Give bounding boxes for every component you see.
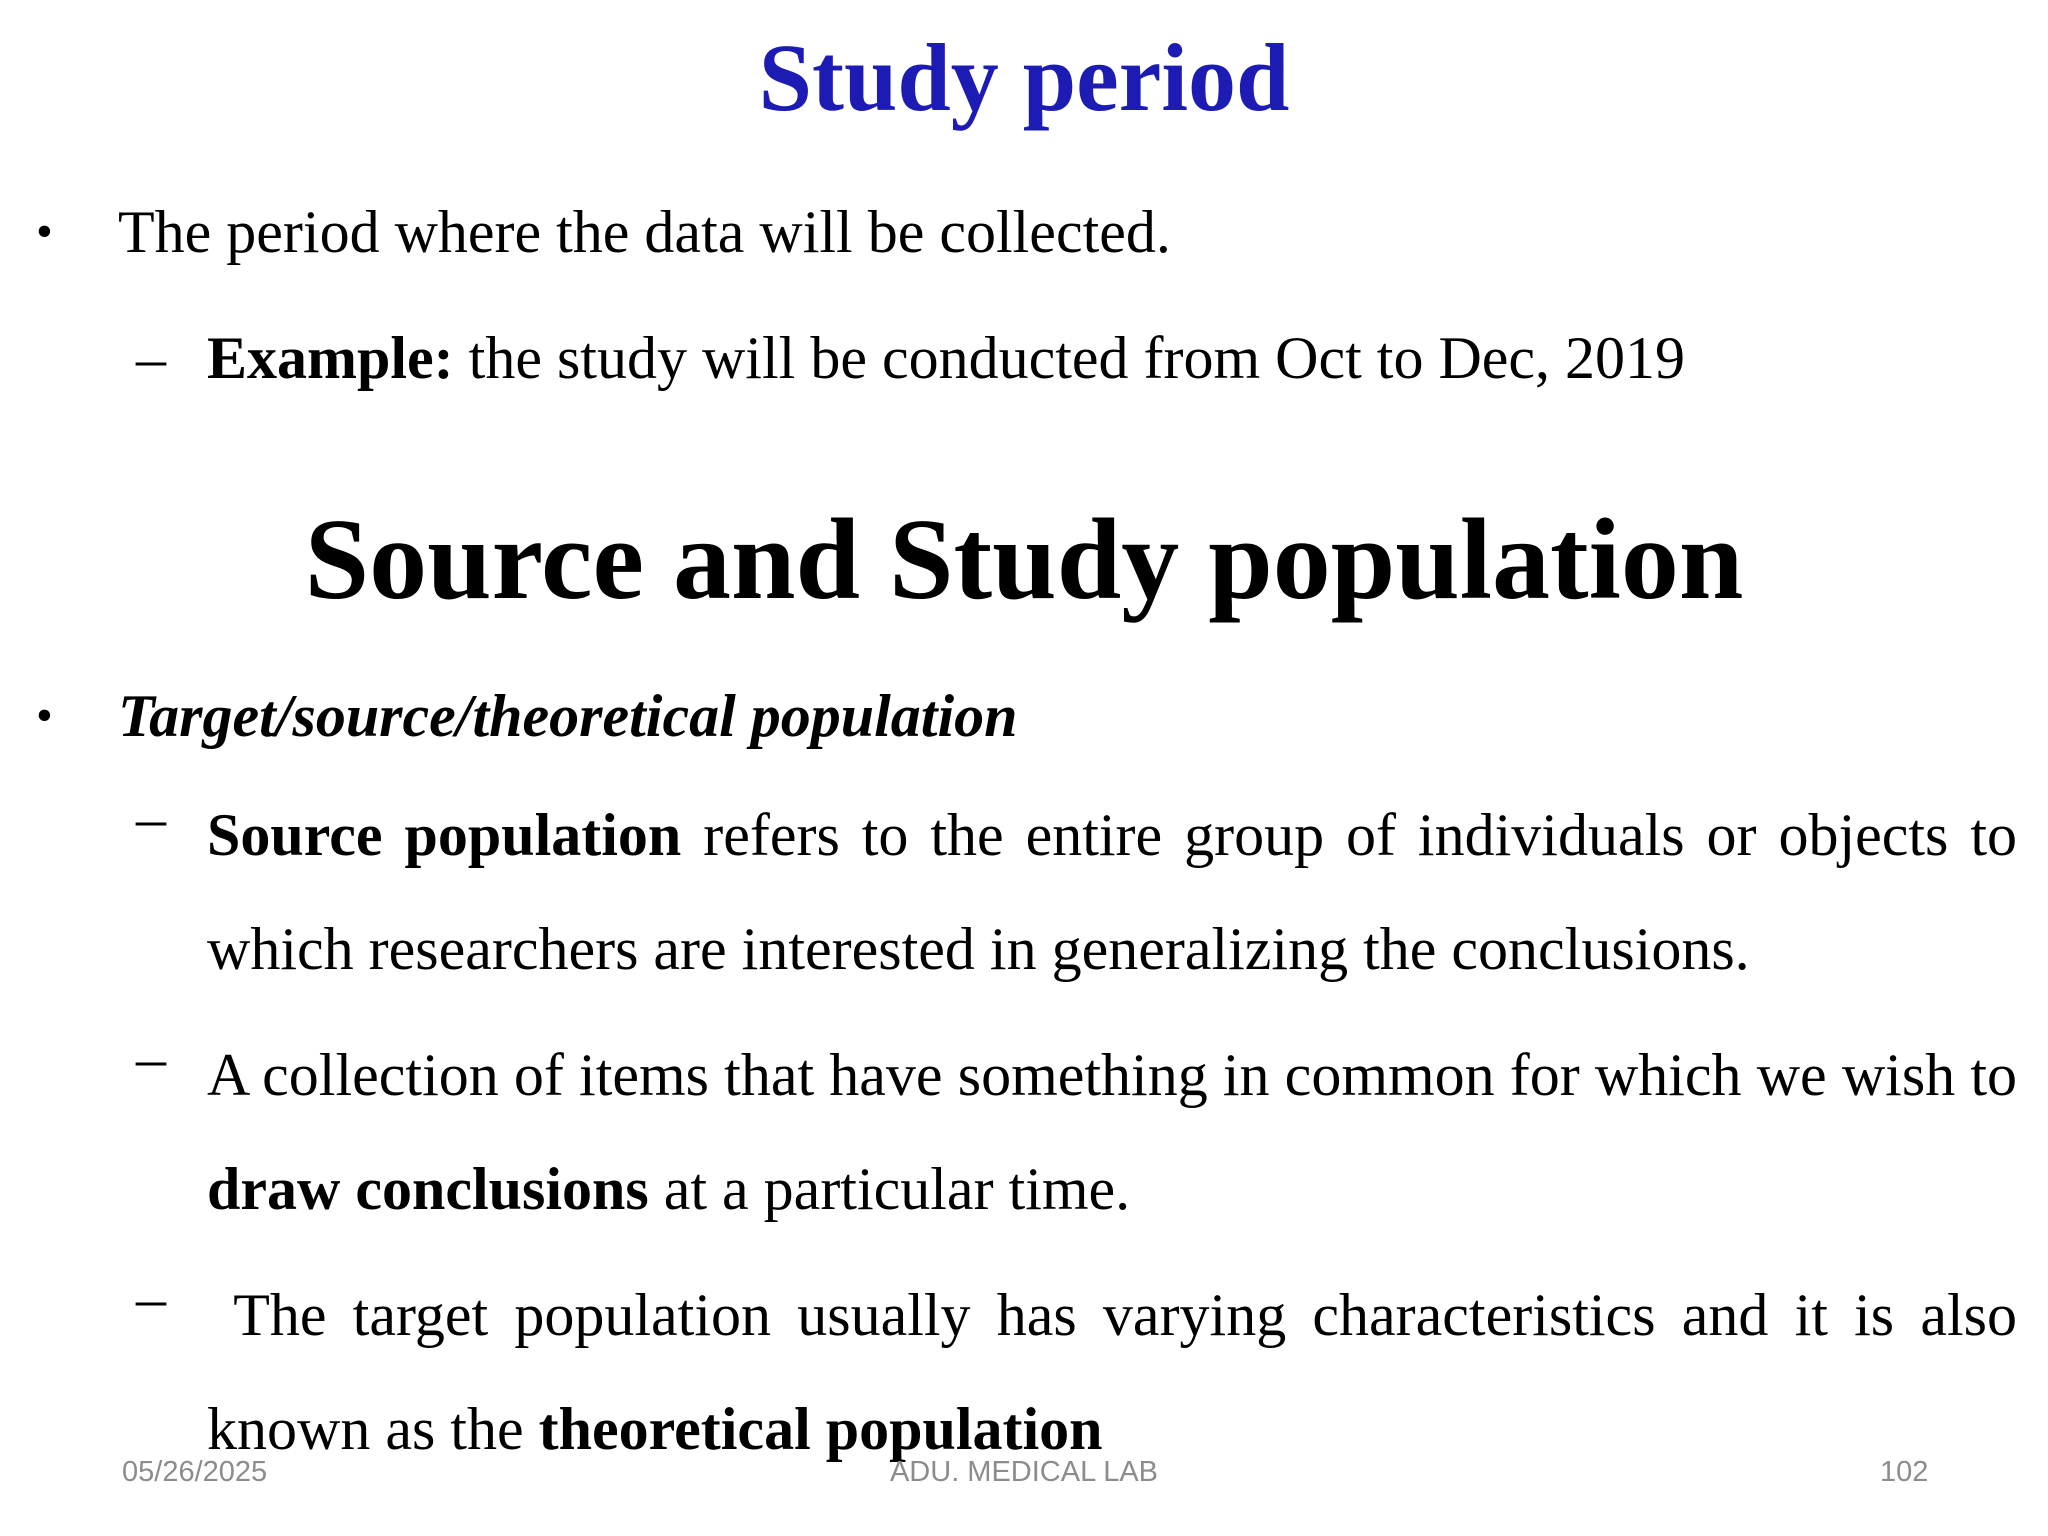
bullet-icon: • (36, 205, 53, 258)
footer-center-text: ADU. MEDICAL LAB (889, 1456, 1159, 1488)
bold-phrase: draw conclusions (207, 1156, 649, 1222)
dash-icon: – (136, 1025, 166, 1091)
bold-lead: Source population (207, 802, 682, 868)
bullet-item (0, 192, 2048, 272)
dash-icon: – (136, 325, 166, 391)
text-run: refers to the entire group of individuals or objects to which researchers are interested in generalizing the conclusions. (207, 802, 2018, 982)
dash-icon: – (136, 1265, 166, 1331)
text-run: The target population usually has varying characteristics and it is also known as the (207, 1282, 2032, 1462)
text-run: the study will be conducted from Oct to Dec, 2019 (453, 325, 1686, 391)
bullet-text: Target/source/theoretical population (118, 683, 1018, 749)
sub-bullet-item (0, 318, 2048, 398)
sub-bullet-text (207, 1018, 2017, 1246)
slide-title-source-study-population: Source and Study population (304, 496, 1744, 624)
sub-bullet-text (207, 778, 2017, 1006)
text-run: at a particular time. (648, 1156, 1131, 1222)
bullet-icon: • (36, 689, 53, 742)
sub-bullet-text (207, 1258, 2032, 1486)
bullet-text: The period where the data will be collected. (118, 199, 1171, 265)
sub-bullet-text (207, 318, 2017, 398)
bold-lead: Example: (207, 325, 454, 391)
bullet-item (0, 676, 2048, 756)
footer-date: 05/26/2025 (122, 1456, 268, 1488)
dash-icon: – (136, 785, 166, 851)
slide-title-study-period: Study period (758, 24, 1290, 131)
bold-phrase: theoretical population (538, 1396, 1103, 1462)
text-run: A collection of items that have something in common for which we wish to (207, 1042, 2017, 1108)
footer-page-number: 102 (1880, 1456, 1929, 1488)
